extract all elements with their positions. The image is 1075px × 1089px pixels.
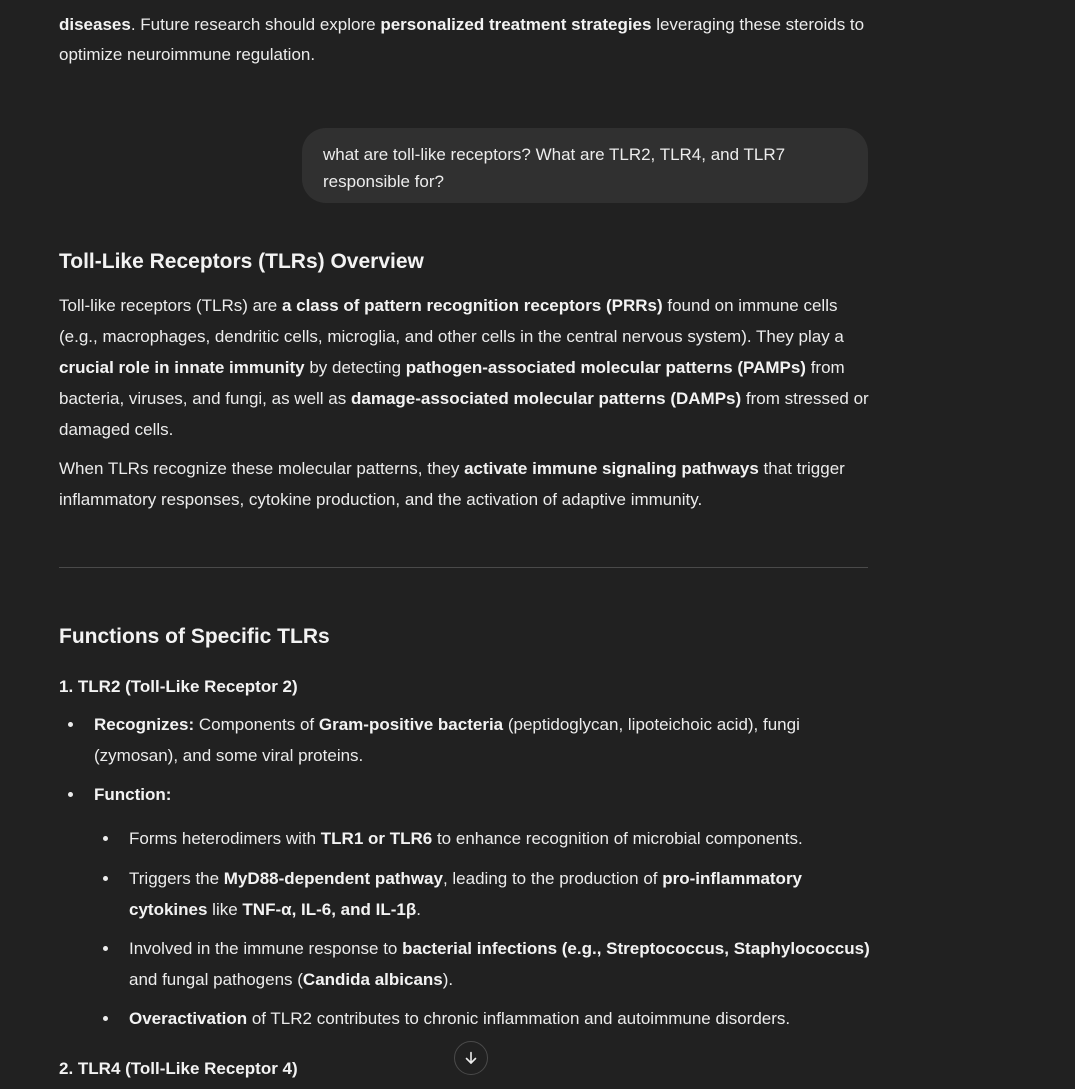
bold-text: crucial role in innate immunity	[59, 358, 305, 377]
text-span: Involved in the immune response to	[129, 939, 403, 958]
text-span: ).	[442, 970, 454, 989]
text-span: leveraging these steroids to optimize neuroimmune regulation.	[59, 15, 865, 64]
arrow-down-icon	[463, 1050, 479, 1066]
text-span: of TLR2 contributes to chronic inflammation and autoimmune disorders.	[247, 1009, 791, 1028]
tlr2-sub-bullet	[129, 1003, 874, 1034]
scroll-to-bottom-button[interactable]	[454, 1041, 488, 1075]
section-divider	[59, 567, 868, 568]
text-span: to enhance recognition of microbial components.	[432, 829, 803, 848]
bold-text: damage-associated molecular patterns (DAMPs)	[350, 389, 742, 408]
tlr2-sub-bullet	[129, 823, 874, 854]
text-span: that trigger inflammatory responses, cytokine production, and the activation of adaptive immunity.	[59, 459, 845, 509]
overview-paragraph-2	[59, 453, 879, 515]
bold-text: Candida albicans	[302, 970, 443, 989]
bold-text: activate immune signaling pathways	[464, 459, 759, 478]
bold-text: Recognizes:	[94, 715, 195, 734]
text-span: . Future research should explore	[130, 15, 381, 34]
text-span: and fungal pathogens (	[129, 970, 303, 989]
bold-text: personalized treatment strategies	[380, 15, 652, 34]
text-span: .	[416, 900, 421, 919]
text-span: Components of	[194, 715, 319, 734]
text-span: , leading to the production of	[442, 869, 663, 888]
text-span: found on immune cells (e.g., macrophages, dendritic cells, microglia, and other cells in the central nervous system). They play a	[59, 296, 844, 346]
previous-message-tail	[59, 10, 879, 70]
text-span: Triggers the	[129, 869, 224, 888]
bold-text: MyD88-dependent pathway	[223, 869, 443, 888]
tlr4-heading: 2. TLR4 (Toll-Like Receptor 4)	[59, 1059, 298, 1078]
tlr2-sub-bullet	[129, 933, 874, 995]
tlr2-heading: 1. TLR2 (Toll-Like Receptor 2)	[59, 677, 298, 696]
text-span: Toll-like receptors (TLRs) are	[59, 296, 282, 315]
bold-text: Gram-positive bacteria	[318, 715, 504, 734]
bold-text: bacterial infections (e.g., Streptococcus, Staphylococcus)	[402, 939, 870, 958]
tlr2-recognizes-bullet	[94, 709, 874, 771]
bold-text: pro-inflammatory cytokines	[129, 869, 803, 919]
overview-paragraph-1	[59, 290, 879, 445]
bold-text: Overactivation	[129, 1009, 248, 1028]
tlr2-function-bullet	[94, 779, 874, 810]
bold-text: TNF-α, IL-6, and IL-1β	[242, 900, 417, 919]
bold-text: TLR1 or TLR6	[320, 829, 433, 848]
text-span: (peptidoglycan, lipoteichoic acid), fungi (zymosan), and some viral proteins.	[94, 715, 800, 765]
user-message-text: what are toll-like receptors? What are TLR2, TLR4, and TLR7 responsible for?	[323, 145, 786, 191]
text-span: from bacteria, viruses, and fungi, as well as	[59, 358, 845, 408]
tlr2-function-label: Function:	[94, 785, 172, 804]
user-message-bubble	[302, 128, 868, 203]
bold-text: a class of pattern recognition receptors (PRRs)	[281, 296, 663, 315]
functions-heading: Functions of Specific TLRs	[59, 625, 330, 648]
text-span: Forms heterodimers with	[129, 829, 321, 848]
text-span: by detecting	[304, 358, 406, 377]
text-span: like	[207, 900, 243, 919]
tlr2-sub-bullet	[129, 863, 874, 925]
bold-text: pathogen-associated molecular patterns (PAMPs)	[405, 358, 806, 377]
text-span: When TLRs recognize these molecular patterns, they	[59, 459, 465, 478]
text-span: from stressed or damaged cells.	[59, 389, 869, 439]
bold-text: diseases	[59, 15, 131, 34]
overview-heading: Toll-Like Receptors (TLRs) Overview	[59, 250, 424, 273]
